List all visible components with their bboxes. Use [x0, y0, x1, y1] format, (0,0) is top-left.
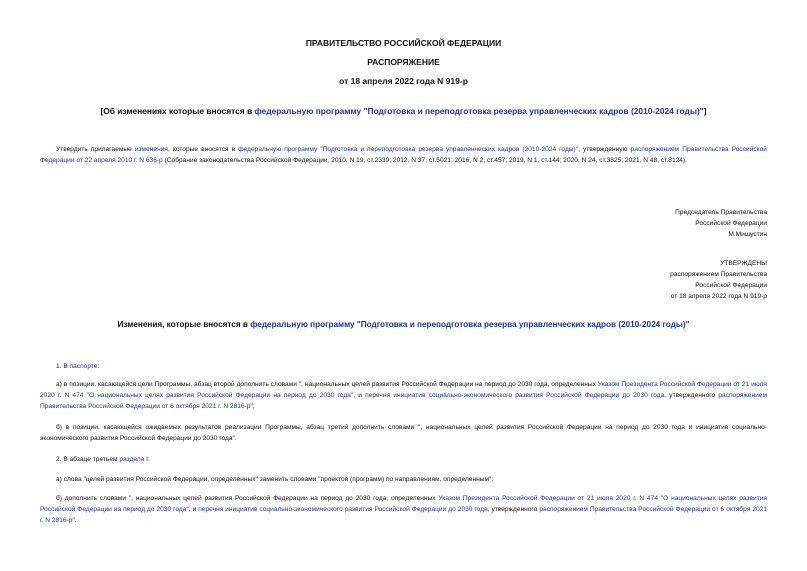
initiatives-link-2[interactable]: перечня инициатив социально-экономического развития Российской Федерации до 2030 года — [198, 506, 488, 514]
decree-474-link-2[interactable]: Указом Президента Российской Федерации от 21 июля 2020 г. N 474 "О национальных целях развития Российской Федерации на период до 2030 года" — [40, 495, 767, 514]
title-program-link[interactable]: федеральную программу "Подготовка и переподготовка резерва управленческих кадров (2010-2024 годы)" — [254, 106, 704, 116]
item-2-text-2: : — [148, 456, 150, 463]
document-title — [40, 106, 767, 116]
item-2b-text-3: , утвержденного — [487, 506, 540, 514]
item-1a-text-4: "; — [250, 403, 255, 411]
item-2b-text-4: ". — [72, 517, 77, 525]
changes-heading-prefix: Изменения, которые вносятся в — [117, 320, 251, 329]
order-636-link[interactable]: распоряжением Правительства Российской Федерации от 22 апреля 2010 г. N 636-р — [40, 146, 767, 165]
doc-type: РАСПОРЯЖЕНИЕ — [367, 57, 440, 67]
changes-heading-link[interactable]: федеральную программу "Подготовка и переподготовка резерва управленческих кадров (2010-2024 годы)" — [250, 320, 690, 329]
item-2-text-1: 2. В абзаце третьем — [56, 456, 120, 463]
approved-line-4: от 18 апреля 2022 года N 919-р — [670, 293, 767, 300]
item-1-text-1: 1. В — [56, 363, 70, 370]
intro-text-1: Утвердить прилагаемые — [56, 146, 135, 153]
changes-link[interactable]: изменения — [134, 146, 168, 153]
approved-block — [567, 258, 767, 302]
decree-474-link[interactable]: Указом Президента Российской Федерации от 21 июля 2020 г. N 474 "О национальных целях развития Российской Федерации на период до 2030 года" — [40, 381, 767, 400]
approved-line-3: Российской Федерации — [695, 282, 767, 289]
item-1a-text-3: , утвержденного — [664, 392, 719, 400]
order-2816-link[interactable]: распоряжением Правительства Российской Федерации от 6 октября 2021 г. N 2816-р — [40, 392, 767, 411]
item-2a: а) слова "целей развития Российской Федерации, определенных" заменить словами "проектов (программ) по направлениям, определенным"; — [56, 476, 494, 483]
signature-line-1: Председатель Правительства — [675, 209, 767, 216]
item-1 — [40, 361, 767, 372]
item-2 — [40, 454, 767, 465]
title-prefix: [Об изменениях которые вносятся в — [100, 106, 255, 116]
item-1b: б) в позиции, касающейся ожидаемых результатов реализации Программы, абзац третий дополнить словами ", национальных целей развития Российской Федерации на период до 2030 года и инициатив социально-экономического развития Российской Федерации до 2030 года". — [40, 424, 767, 443]
order-2816-link-2[interactable]: распоряжением Правительства Российской Федерации от 6 октября 2021 г. N 2816-р — [40, 506, 767, 525]
doc-date-number: от 18 апреля 2022 года N 919-р — [339, 76, 468, 86]
intro-text-2: , которые вносятся в — [168, 146, 239, 153]
approved-line-2: распоряжением Правительства — [670, 271, 767, 278]
approved-line-1: УТВЕРЖДЕНЫ — [720, 260, 767, 267]
intro-paragraph — [40, 144, 767, 166]
section-1-link[interactable]: раздела I — [119, 456, 148, 463]
intro-text-4: (Собрание законодательства Российской Федерации, 2010, N 19, ст.2339; 2012, N 37, ст.5021; 2016, N 2, ст.457; 2019, N 1, ст.144; 2020, N 24, ст.3825; 2021, N 48, ст.8124). — [162, 157, 688, 165]
initiatives-link[interactable]: перечня инициатив социально-экономического развития Российской Федерации до 2030 года — [365, 392, 665, 400]
signature-line-2: Российской Федерации — [695, 220, 767, 227]
item-2b-text-2: , и — [188, 506, 199, 514]
item-1a-text-2: , и — [353, 392, 366, 400]
item-1a — [40, 379, 767, 413]
signature-line-3: М.Мишустин — [728, 231, 767, 238]
item-2b-text-1: б) дополнить словами ", национальных целей развития Российской Федерации на период до 2030 года, определенных — [56, 495, 439, 502]
program-link[interactable]: федеральную программу "Подготовка и переподготовка резерва управленческих кадров (2010-2024 годы)" — [238, 146, 579, 153]
item-1-text-2: : — [97, 363, 100, 370]
passport-link[interactable]: паспорте — [69, 363, 98, 370]
item-2b — [40, 493, 767, 527]
changes-heading — [40, 320, 767, 329]
org-title: ПРАВИТЕЛЬСТВО РОССИЙСКОЙ ФЕДЕРАЦИИ — [305, 38, 502, 48]
signature-block — [567, 207, 767, 240]
title-suffix: ] — [703, 106, 707, 116]
intro-text-3: , утвержденную — [578, 146, 631, 153]
item-1a-text-1: а) в позиции, касающейся цели Программы, абзац второй дополнить словами ", национальных целей развития Российской Федерации на период до 2030 года, определенных — [56, 381, 598, 388]
